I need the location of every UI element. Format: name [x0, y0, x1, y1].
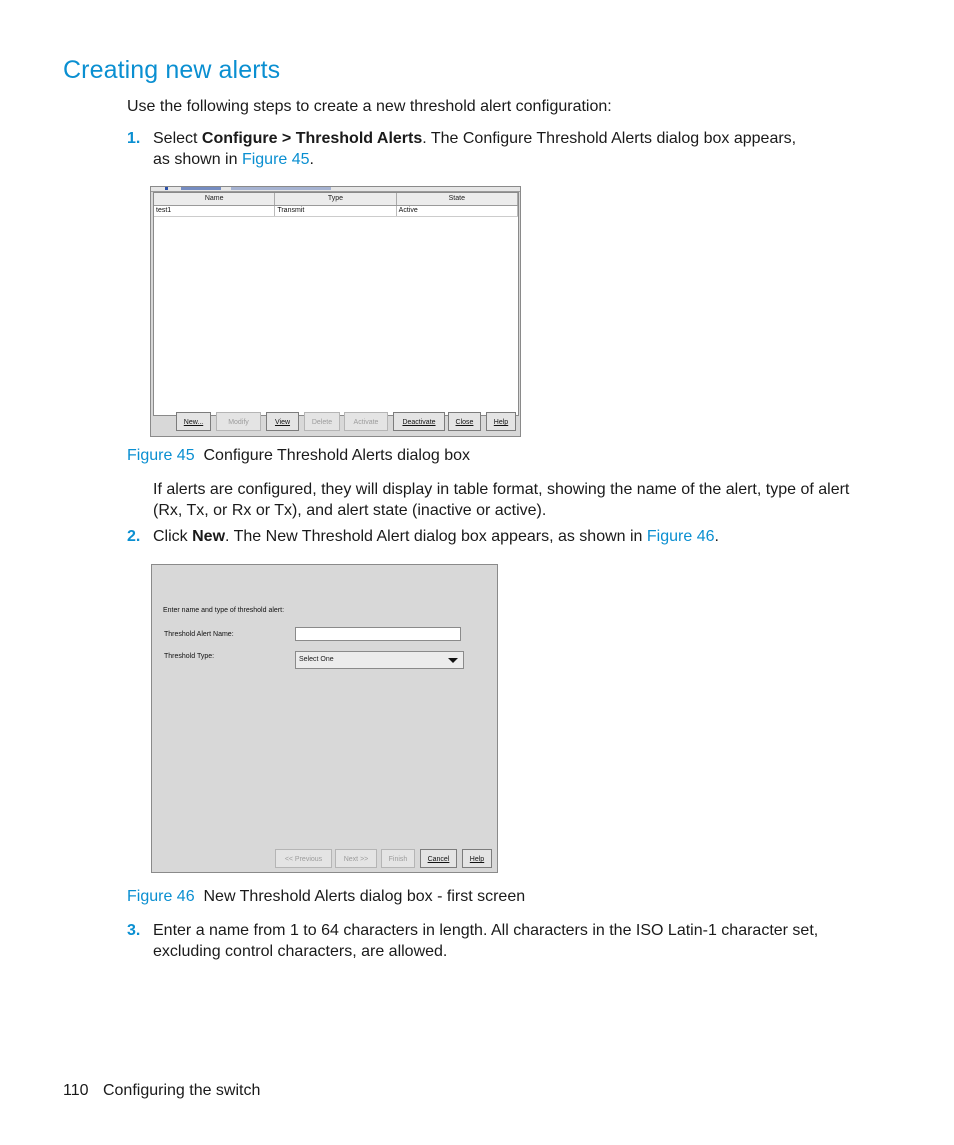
page-footer [63, 1082, 270, 1100]
footer-section-title: Configuring the switch [102, 1082, 261, 1099]
step-1-suffix: . The Configure Threshold Alerts dialog box appears, [422, 130, 797, 147]
step-2 [127, 526, 887, 547]
step-1-end: . [309, 151, 314, 168]
figure-46-text: New Threshold Alerts dialog box - first screen [203, 888, 526, 905]
column-header-state[interactable]: State [397, 193, 518, 205]
view-button[interactable]: View [266, 412, 299, 431]
step-1-prefix: Select [153, 130, 202, 147]
column-header-type[interactable]: Type [275, 193, 396, 205]
wizard-button-bar [152, 846, 497, 870]
section-heading: Creating new alerts [63, 56, 281, 84]
finish-button[interactable]: Finish [381, 849, 415, 868]
figure-45-label: Figure 45 [127, 447, 195, 464]
column-header-name[interactable]: Name [154, 193, 275, 205]
step-3-number: 3. [127, 922, 141, 939]
figure-45-link[interactable]: Figure 45 [241, 151, 310, 168]
help-button[interactable]: Help [486, 412, 516, 431]
deactivate-button[interactable]: Deactivate [393, 412, 445, 431]
step-3-text: Enter a name from 1 to 64 characters in length. All characters in the ISO Latin-1 character set, excluding control characters, are allowed. [153, 922, 819, 960]
new-threshold-alert-dialog [151, 564, 498, 873]
threshold-type-select[interactable] [295, 651, 464, 669]
step-1-line2: as shown in [153, 151, 242, 168]
step-2-button-name: New [192, 528, 226, 545]
step-1-menu-path: Configure > Threshold Alerts [201, 130, 423, 147]
activate-button[interactable]: Activate [344, 412, 388, 431]
cell-type: Transmit [275, 206, 396, 216]
step-2-prefix: Click [153, 528, 193, 545]
step-1 [127, 128, 887, 168]
cell-state: Active [397, 206, 518, 216]
modify-button[interactable]: Modify [216, 412, 261, 431]
table-row[interactable] [154, 206, 518, 217]
page-number: 110 [63, 1082, 89, 1099]
figure-46-caption [127, 888, 525, 906]
cell-name: test1 [154, 206, 275, 216]
new-button[interactable]: New... [176, 412, 211, 431]
threshold-alert-name-label: Threshold Alert Name: [164, 631, 234, 638]
threshold-type-label: Threshold Type: [164, 653, 215, 660]
step-2-number: 2. [127, 528, 141, 545]
close-button[interactable]: Close [448, 412, 481, 431]
figure-46-label: Figure 46 [127, 888, 195, 905]
figure-45-text: Configure Threshold Alerts dialog box [203, 447, 471, 464]
previous-button[interactable]: << Previous [275, 849, 332, 868]
threshold-type-value: Select One [299, 656, 334, 663]
step-1-number: 1. [127, 130, 141, 147]
step-3 [127, 920, 887, 960]
help-button[interactable]: Help [462, 849, 492, 868]
dialog-button-bar [151, 409, 520, 435]
threshold-alert-name-input[interactable] [295, 627, 461, 641]
next-button[interactable]: Next >> [335, 849, 377, 868]
alerts-table [153, 192, 519, 416]
delete-button[interactable]: Delete [304, 412, 340, 431]
configure-threshold-alerts-dialog [150, 186, 521, 437]
intro-text: Use the following steps to create a new threshold alert configuration: [127, 98, 612, 115]
figure-46-link[interactable]: Figure 46 [646, 528, 715, 545]
cancel-button[interactable]: Cancel [420, 849, 457, 868]
alerts-table-header [154, 193, 518, 206]
chevron-down-icon [448, 658, 458, 663]
dialog-prompt: Enter name and type of threshold alert: [163, 607, 285, 614]
alerts-explanation: If alerts are configured, they will display in table format, showing the name of the alert, type of alert (Rx, Tx, or Rx or Tx), and alert state (inactive or active). [153, 481, 850, 519]
step-2-end: . [714, 528, 719, 545]
figure-45-caption [127, 447, 470, 465]
step-2-suffix: . The New Threshold Alert dialog box appears, as shown in [225, 528, 647, 545]
